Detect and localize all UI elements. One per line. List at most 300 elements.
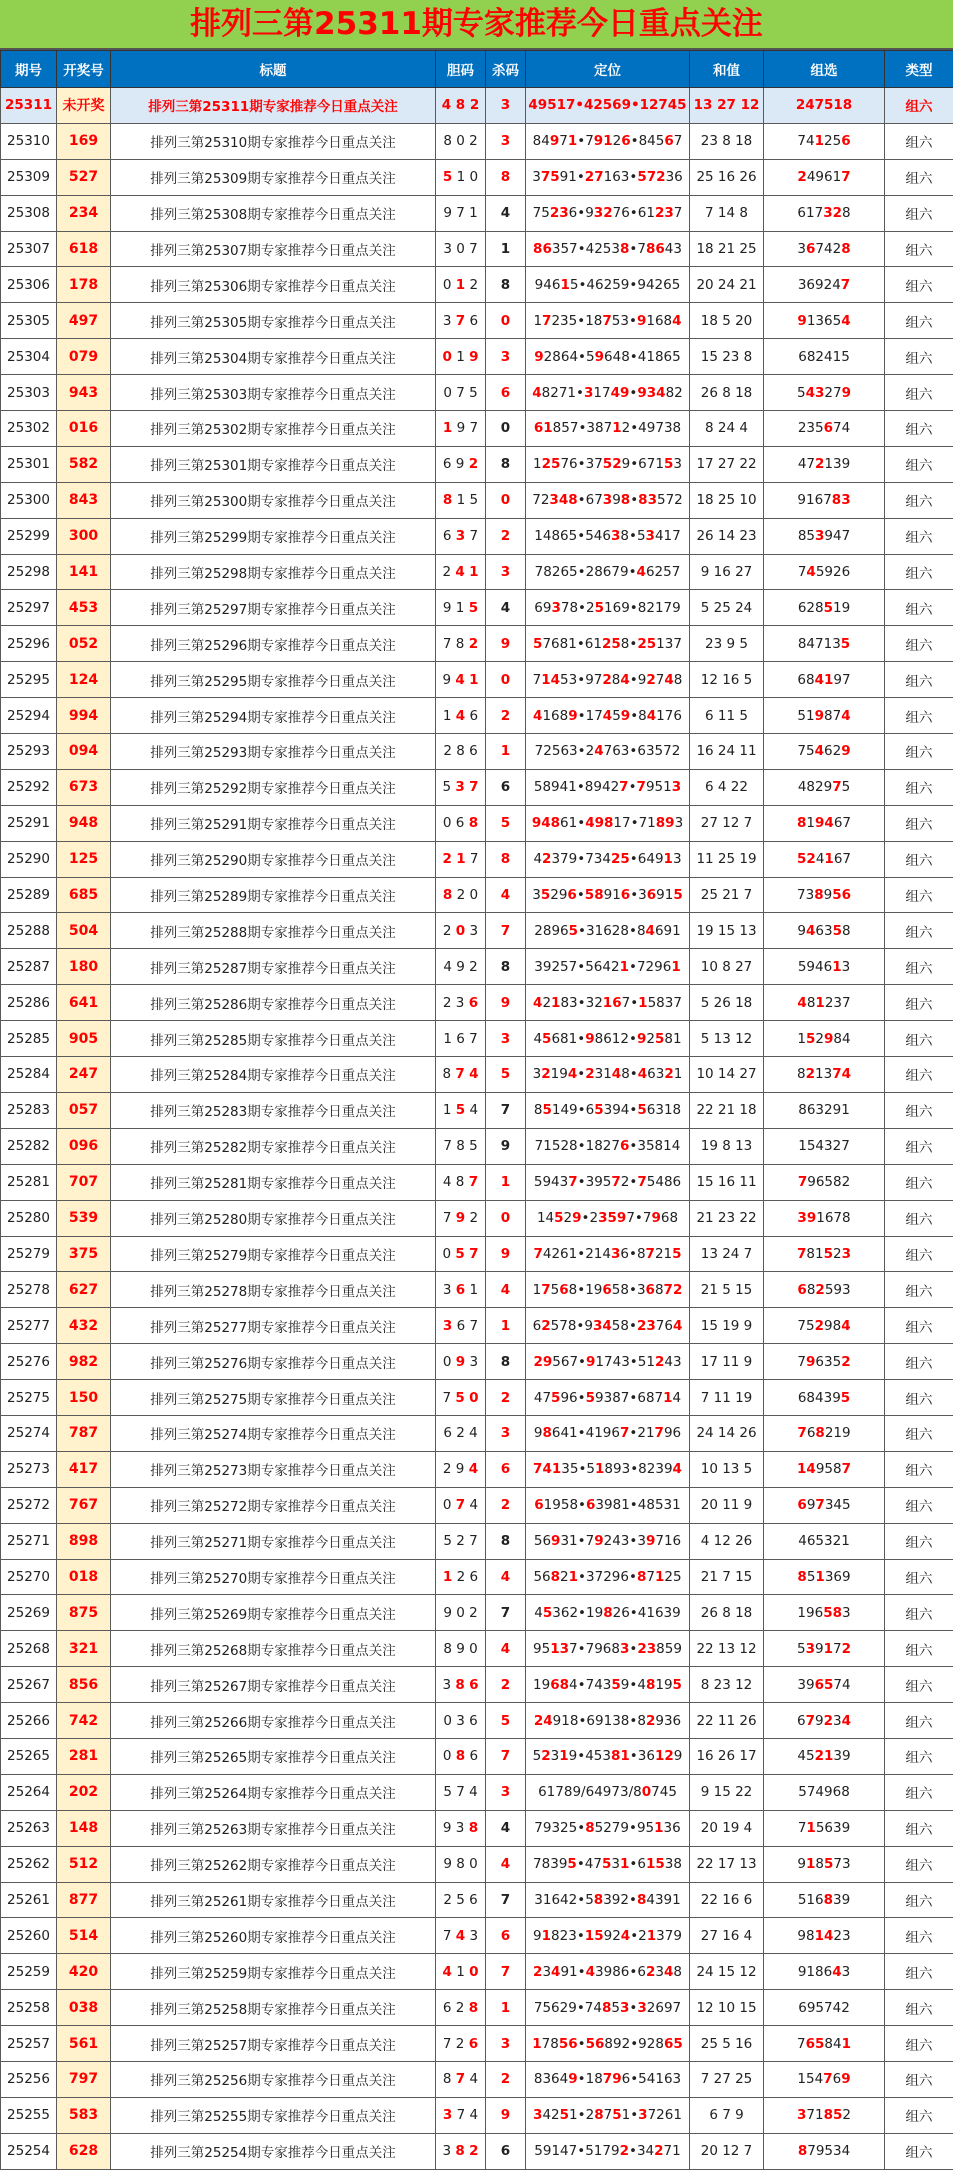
type-cell: 组六 xyxy=(885,1451,953,1487)
sum-cell: 6 7 9 xyxy=(690,2097,764,2133)
title-link[interactable]: 排列三第25257期专家推荐今日重点关注 xyxy=(111,2026,436,2062)
title-link[interactable]: 排列三第25294期专家推荐今日重点关注 xyxy=(111,698,436,734)
kill-code-cell: 4 xyxy=(486,877,526,913)
sum-cell: 19 8 13 xyxy=(690,1128,764,1164)
open-number-cell: 079 xyxy=(57,339,111,375)
position-cell: 17235•18753•91684 xyxy=(526,303,690,339)
kill-code-cell: 5 xyxy=(486,1703,526,1739)
type-cell: 组六 xyxy=(885,231,953,267)
kill-code-cell: 8 xyxy=(486,949,526,985)
type-cell: 组六 xyxy=(885,1057,953,1093)
sum-cell: 22 11 26 xyxy=(690,1703,764,1739)
header-open: 开奖号 xyxy=(57,51,111,88)
title-link[interactable]: 排列三第25289期专家推荐今日重点关注 xyxy=(111,877,436,913)
sum-cell: 26 8 18 xyxy=(690,375,764,411)
issue-cell: 25310 xyxy=(1,123,57,159)
kill-code-cell: 7 xyxy=(486,1595,526,1631)
title-link[interactable]: 排列三第25301期专家推荐今日重点关注 xyxy=(111,446,436,482)
title-link[interactable]: 排列三第25292期专家推荐今日重点关注 xyxy=(111,769,436,805)
position-cell: 75629•74853•32697 xyxy=(526,1990,690,2026)
dan-code-cell: 1 2 6 xyxy=(436,1559,486,1595)
dan-code-cell: 2 1 7 xyxy=(436,841,486,877)
table-row xyxy=(1,195,953,231)
title-link[interactable]: 排列三第25259期专家推荐今日重点关注 xyxy=(111,1954,436,1990)
title-link[interactable]: 排列三第25283期专家推荐今日重点关注 xyxy=(111,1092,436,1128)
sum-cell: 21 5 15 xyxy=(690,1272,764,1308)
type-cell: 组六 xyxy=(885,1631,953,1667)
table-row xyxy=(1,411,953,447)
table-row xyxy=(1,1415,953,1451)
group-cell: 796582 xyxy=(764,1164,885,1200)
title-link[interactable]: 排列三第25280期专家推荐今日重点关注 xyxy=(111,1200,436,1236)
type-cell: 组六 xyxy=(885,2097,953,2133)
open-number-cell: 178 xyxy=(57,267,111,303)
sum-cell: 22 16 6 xyxy=(690,1882,764,1918)
issue-cell: 25307 xyxy=(1,231,57,267)
group-cell: 369247 xyxy=(764,267,885,303)
sum-cell: 13 27 12 xyxy=(690,88,764,124)
table-row xyxy=(1,1810,953,1846)
type-cell: 组六 xyxy=(885,446,953,482)
open-number-cell: 420 xyxy=(57,1954,111,1990)
open-number-cell: 247 xyxy=(57,1057,111,1093)
sum-cell: 17 11 9 xyxy=(690,1344,764,1380)
title-link[interactable]: 排列三第25286期专家推荐今日重点关注 xyxy=(111,985,436,1021)
position-cell: 74261•21436•87215 xyxy=(526,1236,690,1272)
open-number-cell: 未开奖 xyxy=(57,88,111,124)
open-number-cell: 512 xyxy=(57,1846,111,1882)
table-row xyxy=(1,1128,953,1164)
title-link[interactable]: 排列三第25255期专家推荐今日重点关注 xyxy=(111,2097,436,2133)
title-link[interactable]: 排列三第25293期专家推荐今日重点关注 xyxy=(111,734,436,770)
open-number-cell: 125 xyxy=(57,841,111,877)
kill-code-cell: 3 xyxy=(486,339,526,375)
open-number-cell: 094 xyxy=(57,734,111,770)
position-cell: 59147•51792•34271 xyxy=(526,2133,690,2169)
dan-code-cell: 6 2 8 xyxy=(436,1990,486,2026)
sum-cell: 21 7 15 xyxy=(690,1559,764,1595)
title-link[interactable]: 排列三第25274期专家推荐今日重点关注 xyxy=(111,1415,436,1451)
dan-code-cell: 3 7 4 xyxy=(436,2097,486,2133)
open-number-cell: 618 xyxy=(57,231,111,267)
open-number-cell: 856 xyxy=(57,1667,111,1703)
kill-code-cell: 2 xyxy=(486,698,526,734)
title-link[interactable]: 排列三第25266期专家推荐今日重点关注 xyxy=(111,1703,436,1739)
group-cell: 682415 xyxy=(764,339,885,375)
table-row xyxy=(1,1308,953,1344)
kill-code-cell: 8 xyxy=(486,446,526,482)
title-link[interactable]: 排列三第25271期专家推荐今日重点关注 xyxy=(111,1523,436,1559)
title-link[interactable]: 排列三第25304期专家推荐今日重点关注 xyxy=(111,339,436,375)
title-link[interactable]: 排列三第25290期专家推荐今日重点关注 xyxy=(111,841,436,877)
group-cell: 781523 xyxy=(764,1236,885,1272)
dan-code-cell: 9 8 0 xyxy=(436,1846,486,1882)
title-link[interactable]: 排列三第25262期专家推荐今日重点关注 xyxy=(111,1846,436,1882)
header-issue: 期号 xyxy=(1,51,57,88)
type-cell: 组六 xyxy=(885,1487,953,1523)
group-cell: 152984 xyxy=(764,1021,885,1057)
type-cell: 组六 xyxy=(885,123,953,159)
kill-code-cell: 9 xyxy=(486,1236,526,1272)
position-cell: 52319•45381•36129 xyxy=(526,1738,690,1774)
kill-code-cell: 7 xyxy=(486,1738,526,1774)
issue-cell: 25281 xyxy=(1,1164,57,1200)
title-link[interactable]: 排列三第25302期专家推荐今日重点关注 xyxy=(111,411,436,447)
title-link[interactable]: 排列三第25281期专家推荐今日重点关注 xyxy=(111,1164,436,1200)
kill-code-cell: 9 xyxy=(486,2097,526,2133)
open-number-cell: 948 xyxy=(57,805,111,841)
type-cell: 组六 xyxy=(885,339,953,375)
table-row xyxy=(1,2097,953,2133)
table-row xyxy=(1,1272,953,1308)
table-row xyxy=(1,949,953,985)
type-cell: 组六 xyxy=(885,805,953,841)
table-header-row xyxy=(1,51,953,88)
open-number-cell: 180 xyxy=(57,949,111,985)
open-number-cell: 052 xyxy=(57,626,111,662)
kill-code-cell: 3 xyxy=(486,1415,526,1451)
issue-cell: 25292 xyxy=(1,769,57,805)
table-row xyxy=(1,1703,953,1739)
dan-code-cell: 8 0 2 xyxy=(436,123,486,159)
title-link[interactable]: 排列三第25311期专家推荐今日重点关注 xyxy=(111,88,436,124)
dan-code-cell: 8 1 5 xyxy=(436,482,486,518)
header-type: 类型 xyxy=(885,51,953,88)
position-cell: 45362•19826•41639 xyxy=(526,1595,690,1631)
title-link[interactable]: 排列三第25300期专家推荐今日重点关注 xyxy=(111,482,436,518)
open-number-cell: 742 xyxy=(57,1703,111,1739)
group-cell: 918573 xyxy=(764,1846,885,1882)
title-link[interactable]: 排列三第25258期专家推荐今日重点关注 xyxy=(111,1990,436,2026)
dan-code-cell: 6 3 7 xyxy=(436,518,486,554)
dan-code-cell: 0 1 2 xyxy=(436,267,486,303)
issue-cell: 25263 xyxy=(1,1810,57,1846)
title-link[interactable]: 排列三第25260期专家推荐今日重点关注 xyxy=(111,1918,436,1954)
dan-code-cell: 3 7 6 xyxy=(436,303,486,339)
title-link[interactable]: 排列三第25264期专家推荐今日重点关注 xyxy=(111,1774,436,1810)
open-number-cell: 797 xyxy=(57,2061,111,2097)
kill-code-cell: 7 xyxy=(486,1882,526,1918)
sum-cell: 25 21 7 xyxy=(690,877,764,913)
open-number-cell: 096 xyxy=(57,1128,111,1164)
sum-cell: 7 14 8 xyxy=(690,195,764,231)
open-number-cell: 539 xyxy=(57,1200,111,1236)
group-cell: 391678 xyxy=(764,1200,885,1236)
dan-code-cell: 6 9 2 xyxy=(436,446,486,482)
issue-cell: 25286 xyxy=(1,985,57,1021)
dan-code-cell: 0 5 7 xyxy=(436,1236,486,1272)
type-cell: 组六 xyxy=(885,841,953,877)
title-link[interactable]: 排列三第25275期专家推荐今日重点关注 xyxy=(111,1380,436,1416)
dan-code-cell: 4 9 2 xyxy=(436,949,486,985)
position-cell: 78395•47531•61538 xyxy=(526,1846,690,1882)
type-cell: 组六 xyxy=(885,195,953,231)
type-cell: 组六 xyxy=(885,877,953,913)
table-row xyxy=(1,1200,953,1236)
sum-cell: 18 5 20 xyxy=(690,303,764,339)
type-cell: 组六 xyxy=(885,159,953,195)
table-row xyxy=(1,518,953,554)
sum-cell: 5 13 12 xyxy=(690,1021,764,1057)
position-cell: 72563•24763•63572 xyxy=(526,734,690,770)
title-link[interactable]: 排列三第25295期专家推荐今日重点关注 xyxy=(111,662,436,698)
group-cell: 821374 xyxy=(764,1057,885,1093)
type-cell: 组六 xyxy=(885,1128,953,1164)
issue-cell: 25262 xyxy=(1,1846,57,1882)
kill-code-cell: 0 xyxy=(486,1200,526,1236)
title-link[interactable]: 排列三第25308期专家推荐今日重点关注 xyxy=(111,195,436,231)
issue-cell: 25278 xyxy=(1,1272,57,1308)
position-cell: 86357•42538•78643 xyxy=(526,231,690,267)
title-link[interactable]: 排列三第25309期专家推荐今日重点关注 xyxy=(111,159,436,195)
dan-code-cell: 8 9 0 xyxy=(436,1631,486,1667)
open-number-cell: 707 xyxy=(57,1164,111,1200)
title-link[interactable]: 排列三第25297期专家推荐今日重点关注 xyxy=(111,590,436,626)
title-link[interactable]: 排列三第25276期专家推荐今日重点关注 xyxy=(111,1344,436,1380)
title-link[interactable]: 排列三第25306期专家推荐今日重点关注 xyxy=(111,267,436,303)
title-link[interactable]: 排列三第25310期专家推荐今日重点关注 xyxy=(111,123,436,159)
open-number-cell: 016 xyxy=(57,411,111,447)
dan-code-cell: 1 4 6 xyxy=(436,698,486,734)
issue-cell: 25272 xyxy=(1,1487,57,1523)
header-dan: 胆码 xyxy=(436,51,486,88)
sum-cell: 27 12 7 xyxy=(690,805,764,841)
table-row xyxy=(1,1846,953,1882)
kill-code-cell: 4 xyxy=(486,1846,526,1882)
sum-cell: 8 24 4 xyxy=(690,411,764,447)
kill-code-cell: 6 xyxy=(486,375,526,411)
group-cell: 697345 xyxy=(764,1487,885,1523)
position-cell: 47596•59387•68714 xyxy=(526,1380,690,1416)
sum-cell: 13 24 7 xyxy=(690,1236,764,1272)
dan-code-cell: 3 8 2 xyxy=(436,2133,486,2169)
table-row xyxy=(1,1990,953,2026)
group-cell: 196583 xyxy=(764,1595,885,1631)
issue-cell: 25266 xyxy=(1,1703,57,1739)
position-cell: 79325•85279•95136 xyxy=(526,1810,690,1846)
title-link[interactable]: 排列三第25296期专家推荐今日重点关注 xyxy=(111,626,436,662)
kill-code-cell: 2 xyxy=(486,518,526,554)
group-cell: 519874 xyxy=(764,698,885,734)
group-cell: 684197 xyxy=(764,662,885,698)
title-link[interactable]: 排列三第25261期专家推荐今日重点关注 xyxy=(111,1882,436,1918)
title-link[interactable]: 排列三第25273期专家推荐今日重点关注 xyxy=(111,1451,436,1487)
sum-cell: 22 13 12 xyxy=(690,1631,764,1667)
group-cell: 154769 xyxy=(764,2061,885,2097)
position-cell: 17856•56892•92865 xyxy=(526,2026,690,2062)
position-cell: 34251•28751•37261 xyxy=(526,2097,690,2133)
title-link[interactable]: 排列三第25288期专家推荐今日重点关注 xyxy=(111,913,436,949)
dan-code-cell: 3 0 7 xyxy=(436,231,486,267)
position-cell: 14529•23597•7968 xyxy=(526,1200,690,1236)
sum-cell: 27 16 4 xyxy=(690,1918,764,1954)
type-cell: 组六 xyxy=(885,411,953,447)
issue-cell: 25280 xyxy=(1,1200,57,1236)
dan-code-cell: 2 4 1 xyxy=(436,554,486,590)
table-row xyxy=(1,375,953,411)
open-number-cell: 628 xyxy=(57,2133,111,2169)
issue-cell: 25261 xyxy=(1,1882,57,1918)
title-link[interactable]: 排列三第25263期专家推荐今日重点关注 xyxy=(111,1810,436,1846)
kill-code-cell: 8 xyxy=(486,1523,526,1559)
open-number-cell: 787 xyxy=(57,1415,111,1451)
title-link[interactable]: 排列三第25287期专家推荐今日重点关注 xyxy=(111,949,436,985)
issue-cell: 25271 xyxy=(1,1523,57,1559)
title-link[interactable]: 排列三第25298期专家推荐今日重点关注 xyxy=(111,554,436,590)
issue-cell: 25306 xyxy=(1,267,57,303)
dan-code-cell: 6 2 4 xyxy=(436,1415,486,1451)
kill-code-cell: 5 xyxy=(486,1057,526,1093)
group-cell: 863291 xyxy=(764,1092,885,1128)
sum-cell: 21 23 22 xyxy=(690,1200,764,1236)
dan-code-cell: 4 1 0 xyxy=(436,1954,486,1990)
title-link[interactable]: 排列三第25265期专家推荐今日重点关注 xyxy=(111,1738,436,1774)
title-link[interactable]: 排列三第25267期专家推荐今日重点关注 xyxy=(111,1667,436,1703)
table-row xyxy=(1,1667,953,1703)
group-cell: 754629 xyxy=(764,734,885,770)
title-link[interactable]: 排列三第25256期专家推荐今日重点关注 xyxy=(111,2061,436,2097)
dan-code-cell: 3 8 6 xyxy=(436,1667,486,1703)
issue-cell: 25268 xyxy=(1,1631,57,1667)
sum-cell: 20 11 9 xyxy=(690,1487,764,1523)
dan-code-cell: 9 7 1 xyxy=(436,195,486,231)
dan-code-cell: 3 6 1 xyxy=(436,1272,486,1308)
dan-code-cell: 5 1 0 xyxy=(436,159,486,195)
type-cell: 组六 xyxy=(885,2133,953,2169)
position-cell: 94861•49817•71893 xyxy=(526,805,690,841)
sum-cell: 11 25 19 xyxy=(690,841,764,877)
sum-cell: 20 12 7 xyxy=(690,2133,764,2169)
type-cell: 组六 xyxy=(885,734,953,770)
group-cell: 524167 xyxy=(764,841,885,877)
type-cell: 组六 xyxy=(885,267,953,303)
group-cell: 913654 xyxy=(764,303,885,339)
issue-cell: 25311 xyxy=(1,88,57,124)
open-number-cell: 038 xyxy=(57,1990,111,2026)
title-link[interactable]: 排列三第25278期专家推荐今日重点关注 xyxy=(111,1272,436,1308)
dan-code-cell: 8 2 0 xyxy=(436,877,486,913)
type-cell: 组六 xyxy=(885,1774,953,1810)
dan-code-cell: 0 9 3 xyxy=(436,1344,486,1380)
title-link[interactable]: 排列三第25291期专家推荐今日重点关注 xyxy=(111,805,436,841)
open-number-cell: 905 xyxy=(57,1021,111,1057)
title-link[interactable]: 排列三第25268期专家推荐今日重点关注 xyxy=(111,1631,436,1667)
title-link[interactable]: 排列三第25277期专家推荐今日重点关注 xyxy=(111,1308,436,1344)
group-cell: 574968 xyxy=(764,1774,885,1810)
group-cell: 543279 xyxy=(764,375,885,411)
kill-code-cell: 8 xyxy=(486,1344,526,1380)
sum-cell: 22 17 13 xyxy=(690,1846,764,1882)
open-number-cell: 627 xyxy=(57,1272,111,1308)
sum-cell: 20 24 21 xyxy=(690,267,764,303)
group-cell: 715639 xyxy=(764,1810,885,1846)
type-cell: 组六 xyxy=(885,1272,953,1308)
issue-cell: 25282 xyxy=(1,1128,57,1164)
title-link[interactable]: 排列三第25269期专家推荐今日重点关注 xyxy=(111,1595,436,1631)
title-link[interactable]: 排列三第25285期专家推荐今日重点关注 xyxy=(111,1021,436,1057)
group-cell: 617328 xyxy=(764,195,885,231)
title-link[interactable]: 排列三第25305期专家推荐今日重点关注 xyxy=(111,303,436,339)
table-row xyxy=(1,1092,953,1128)
kill-code-cell: 0 xyxy=(486,303,526,339)
open-number-cell: 375 xyxy=(57,1236,111,1272)
dan-code-cell: 0 7 4 xyxy=(436,1487,486,1523)
open-number-cell: 504 xyxy=(57,913,111,949)
title-link[interactable]: 排列三第25270期专家推荐今日重点关注 xyxy=(111,1559,436,1595)
sum-cell: 12 10 15 xyxy=(690,1990,764,2026)
table-row xyxy=(1,303,953,339)
dan-code-cell: 1 6 7 xyxy=(436,1021,486,1057)
title-link[interactable]: 排列三第25272期专家推荐今日重点关注 xyxy=(111,1487,436,1523)
position-cell: 95137•79683•23859 xyxy=(526,1631,690,1667)
position-cell: 48271•31749•93482 xyxy=(526,375,690,411)
title-link[interactable]: 排列三第25299期专家推荐今日重点关注 xyxy=(111,518,436,554)
dan-code-cell: 7 8 2 xyxy=(436,626,486,662)
dan-code-cell: 2 3 6 xyxy=(436,985,486,1021)
type-cell: 组六 xyxy=(885,1667,953,1703)
table-row xyxy=(1,590,953,626)
table-row xyxy=(1,1451,953,1487)
dan-code-cell: 0 1 9 xyxy=(436,339,486,375)
group-cell: 465321 xyxy=(764,1523,885,1559)
table-row xyxy=(1,1487,953,1523)
kill-code-cell: 9 xyxy=(486,985,526,1021)
position-cell: 57681•61258•25137 xyxy=(526,626,690,662)
title-link[interactable]: 排列三第25279期专家推荐今日重点关注 xyxy=(111,1236,436,1272)
type-cell: 组六 xyxy=(885,1415,953,1451)
table-row xyxy=(1,769,953,805)
type-cell: 组六 xyxy=(885,985,953,1021)
kill-code-cell: 6 xyxy=(486,1918,526,1954)
type-cell: 组六 xyxy=(885,1918,953,1954)
position-cell: 74135•51893•82394 xyxy=(526,1451,690,1487)
title-link[interactable]: 排列三第25282期专家推荐今日重点关注 xyxy=(111,1128,436,1164)
title-link[interactable]: 排列三第25254期专家推荐今日重点关注 xyxy=(111,2133,436,2169)
open-number-cell: 281 xyxy=(57,1738,111,1774)
open-number-cell: 497 xyxy=(57,303,111,339)
group-cell: 249617 xyxy=(764,159,885,195)
group-cell: 946358 xyxy=(764,913,885,949)
dan-code-cell: 9 0 2 xyxy=(436,1595,486,1631)
kill-code-cell: 9 xyxy=(486,1128,526,1164)
sum-cell: 19 15 13 xyxy=(690,913,764,949)
group-cell: 396574 xyxy=(764,1667,885,1703)
kill-code-cell: 3 xyxy=(486,1774,526,1810)
kill-code-cell: 8 xyxy=(486,267,526,303)
kill-code-cell: 1 xyxy=(486,734,526,770)
group-cell: 819467 xyxy=(764,805,885,841)
issue-cell: 25257 xyxy=(1,2026,57,2062)
type-cell: 组六 xyxy=(885,375,953,411)
group-cell: 482975 xyxy=(764,769,885,805)
sum-cell: 6 11 5 xyxy=(690,698,764,734)
title-link[interactable]: 排列三第25303期专家推荐今日重点关注 xyxy=(111,375,436,411)
issue-cell: 25274 xyxy=(1,1415,57,1451)
title-link[interactable]: 排列三第25284期专家推荐今日重点关注 xyxy=(111,1057,436,1093)
title-link[interactable]: 排列三第25307期专家推荐今日重点关注 xyxy=(111,231,436,267)
position-cell: 61958•63981•48531 xyxy=(526,1487,690,1523)
table-row xyxy=(1,1021,953,1057)
issue-cell: 25259 xyxy=(1,1954,57,1990)
kill-code-cell: 3 xyxy=(486,554,526,590)
issue-cell: 25304 xyxy=(1,339,57,375)
group-cell: 916783 xyxy=(764,482,885,518)
open-number-cell: 673 xyxy=(57,769,111,805)
sum-cell: 26 14 23 xyxy=(690,518,764,554)
open-number-cell: 300 xyxy=(57,518,111,554)
type-cell: 组六 xyxy=(885,590,953,626)
open-number-cell: 432 xyxy=(57,1308,111,1344)
